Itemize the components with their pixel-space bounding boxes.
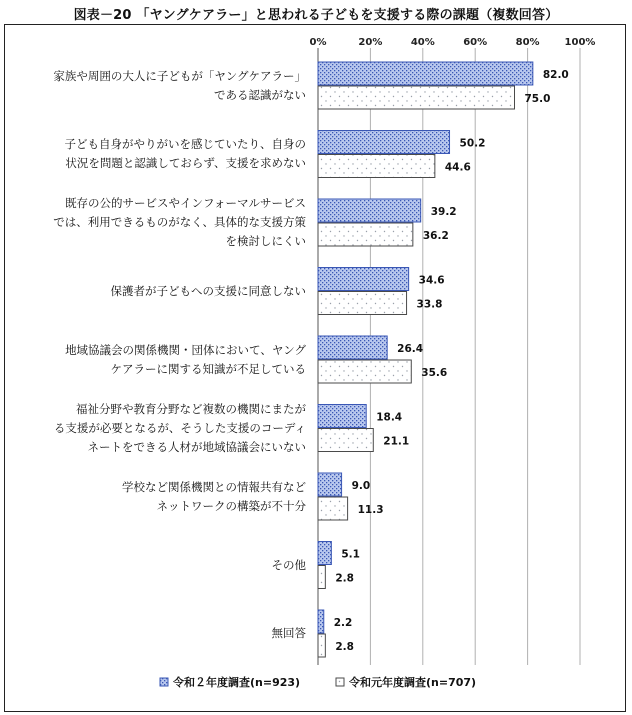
category-label-line: その他	[271, 557, 306, 572]
category-label-line: 学校など関係機関との情報共有など	[122, 479, 306, 494]
data-label-series2: 44.6	[444, 161, 471, 174]
data-label-series1: 5.1	[341, 548, 360, 561]
x-tick-label: 100%	[564, 37, 596, 48]
bar-series1	[318, 131, 450, 154]
data-label-series1: 39.2	[430, 206, 457, 218]
bar-series2	[318, 566, 325, 589]
data-label-series2: 21.1	[383, 435, 410, 448]
data-label-series2: 11.3	[357, 504, 384, 516]
category-label-line: 保護者が子どもへの支援に同意しない	[110, 283, 306, 298]
x-tick-label: 80%	[515, 37, 540, 48]
data-label-series1: 82.0	[542, 69, 569, 81]
bar-series2	[318, 634, 325, 657]
x-tick-label: 40%	[410, 37, 435, 48]
category-label	[65, 135, 307, 173]
data-label-series2: 75.0	[524, 93, 551, 105]
category-label-line: では、利用できるものがなく、具体的な支援方策	[53, 215, 306, 229]
bar-series2	[318, 86, 515, 109]
bar-series2	[318, 292, 407, 315]
bar-series2	[318, 497, 348, 520]
data-label-series1: 26.4	[397, 343, 424, 355]
data-label-series1: 34.6	[418, 274, 445, 287]
data-label-series1: 18.4	[376, 411, 403, 424]
x-tick-label: 60%	[463, 37, 488, 48]
category-label-line: 子ども自身がやりがいを感じていたり、自身の	[64, 137, 306, 151]
category-label-line: る支援が必要となるが、そうした支援のコーディ	[53, 420, 306, 435]
bar-series2	[318, 155, 435, 178]
category-label-line: 既存の公的サービスやインフォーマルサービス	[65, 196, 306, 210]
bar-series2	[318, 223, 413, 246]
x-tick-label: 0%	[309, 37, 327, 48]
category-label-line: ネートをできる人材が地域協議会にいない	[87, 439, 306, 454]
legend-swatch-series1	[160, 678, 168, 686]
x-tick-label: 20%	[358, 37, 383, 48]
category-label	[111, 282, 307, 301]
legend-label-series1: 令和２年度調査(n=923)	[173, 676, 301, 689]
category-label-line: 状況を問題と認識しておらず、支援を求めない	[65, 156, 306, 170]
legend-label-series2: 令和元年度調査(n=707)	[349, 676, 477, 689]
data-label-series2: 36.2	[422, 230, 449, 242]
legend-swatch-series2	[336, 678, 344, 686]
category-label	[53, 67, 306, 105]
data-label-series1: 2.2	[333, 617, 353, 629]
data-label-series2: 2.8	[335, 572, 354, 585]
bar-series1	[318, 473, 342, 496]
category-label-line: 福祉分野や教育分野など複数の機関にまたが	[76, 401, 306, 416]
category-label-line: ネットワークの構築が不十分	[156, 498, 306, 513]
bar-series1	[318, 542, 331, 565]
category-label-line: 家族や周囲の大人に子どもが「ヤングケアラー」	[53, 68, 306, 83]
bar-series2	[318, 360, 411, 383]
category-label	[65, 341, 306, 379]
category-label-line: を検討しにくい	[225, 234, 306, 248]
bar-series1	[318, 610, 324, 633]
bar-series1	[318, 199, 421, 222]
category-label	[53, 194, 306, 251]
data-label-series1: 50.2	[459, 137, 486, 150]
bar-series1	[318, 268, 409, 291]
chart-title: 図表－20 「ヤングケアラー」と思われる子どもを支援する際の課題（複数回答）	[73, 8, 559, 23]
category-label-line: である認識がない	[214, 87, 306, 102]
category-label-line: 地域協議会の関係機関・団体において、ヤング	[65, 342, 306, 357]
category-label	[54, 400, 306, 457]
bar-series1	[318, 405, 366, 428]
data-label-series2: 2.8	[335, 641, 354, 653]
data-label-series1: 9.0	[351, 480, 371, 492]
bar-series1	[318, 336, 387, 359]
data-label-series2: 35.6	[421, 367, 448, 379]
category-label	[122, 478, 306, 516]
bar-series2	[318, 429, 373, 452]
category-label	[272, 624, 307, 643]
category-label-line: ケアラーに関する知識が不足している	[110, 361, 306, 376]
data-label-series2: 33.8	[416, 298, 443, 311]
bar-series1	[318, 62, 533, 85]
category-label-line: 無回答	[271, 626, 306, 640]
category-label	[272, 556, 307, 575]
